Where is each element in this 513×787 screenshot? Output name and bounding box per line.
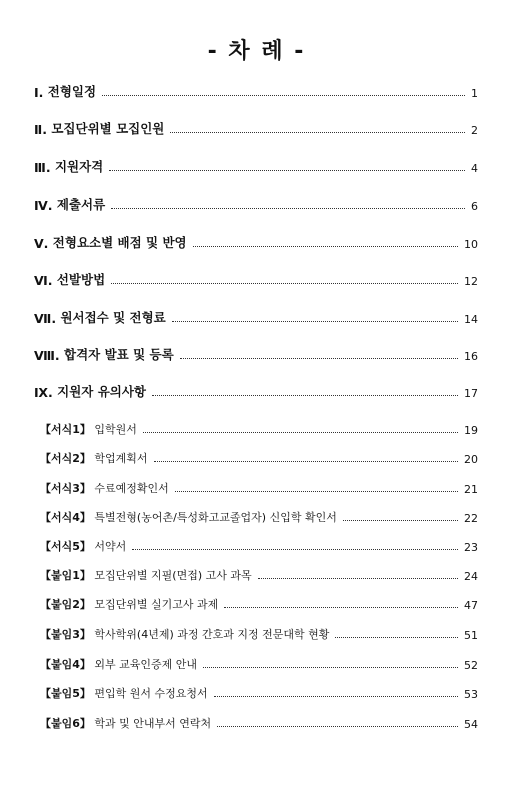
dot-leader [111, 207, 465, 209]
toc-main-item[interactable] [34, 343, 478, 363]
dot-leader [132, 548, 458, 550]
toc-main-item[interactable] [34, 193, 478, 213]
toc-item-page: 22 [464, 512, 478, 525]
dot-leader [217, 725, 458, 727]
toc-item-number: 【붙임5】 [40, 687, 91, 700]
toc-item-label: 모집단위별 실기고사 과제 [94, 598, 219, 611]
dot-leader [175, 490, 458, 492]
toc-item-label: 모집단위별 지필(면접) 고사 과목 [94, 569, 252, 582]
toc-item-page: 1 [471, 87, 478, 100]
toc-main-item[interactable] [34, 380, 478, 400]
toc-item-number: Ⅷ. [34, 348, 60, 363]
toc-item-label: 제출서류 [56, 197, 106, 212]
toc-item-label: 외부 교육인증제 안내 [94, 658, 198, 671]
dot-leader [335, 636, 458, 638]
toc-item-label: 서약서 [94, 540, 127, 553]
toc-item-number: Ⅵ. [34, 273, 53, 288]
toc-item-label: 전형요소별 배점 및 반영 [52, 235, 187, 250]
toc-item-page: 51 [464, 629, 478, 642]
toc-item-label: 모집단위별 모집인원 [51, 121, 165, 136]
toc-appendix-item[interactable] [40, 681, 478, 701]
toc-main-item[interactable] [34, 155, 478, 175]
toc-appendix-item[interactable] [40, 476, 478, 496]
toc-item-label: 합격자 발표 및 등록 [64, 347, 174, 362]
toc-item-page: 24 [464, 570, 478, 583]
toc-item-number: Ⅰ. [34, 85, 44, 100]
toc-item-number: 【붙임6】 [40, 717, 91, 730]
dot-leader [214, 695, 458, 697]
toc-item-number: 【붙임3】 [40, 628, 91, 641]
dot-leader [143, 431, 458, 433]
toc-item-page: 17 [464, 387, 478, 400]
toc-item-number: Ⅳ. [34, 198, 53, 213]
dot-leader [111, 282, 458, 284]
toc-item-page: 19 [464, 424, 478, 437]
dot-leader [203, 666, 458, 668]
toc-item-page: 54 [464, 718, 478, 731]
toc-item-page: 52 [464, 659, 478, 672]
toc-item-number: 【서식4】 [40, 511, 91, 524]
toc-item-label: 전형일정 [47, 84, 97, 99]
dot-leader [343, 519, 458, 521]
toc-item-page: 21 [464, 483, 478, 496]
toc-item-label: 특별전형(농어촌/특성화고교졸업자) 신입학 확인서 [94, 511, 337, 524]
toc-item-number: Ⅸ. [34, 385, 53, 400]
toc-item-label: 원서접수 및 전형료 [60, 310, 166, 325]
toc-item-page: 12 [464, 275, 478, 288]
toc-item-number: 【서식2】 [40, 452, 91, 465]
toc-item-number: 【서식3】 [40, 482, 91, 495]
toc-item-label: 선발방법 [56, 272, 106, 287]
toc-item-label: 지원자 유의사항 [57, 384, 147, 399]
toc-item-label: 지원자격 [54, 159, 104, 174]
toc-item-page: 4 [471, 162, 478, 175]
toc-appendix-item[interactable] [40, 711, 478, 731]
toc-main-item[interactable] [34, 80, 478, 100]
toc-item-page: 53 [464, 688, 478, 701]
toc-item-label: 학과 및 안내부서 연락처 [94, 717, 212, 730]
toc-item-number: Ⅲ. [34, 160, 51, 175]
toc-item-number: Ⅶ. [34, 311, 57, 326]
toc-item-label: 학업계획서 [94, 452, 148, 465]
toc-main-item[interactable] [34, 117, 478, 137]
toc-appendix-item[interactable] [40, 505, 478, 525]
dot-leader [172, 320, 458, 322]
toc-item-page: 23 [464, 541, 478, 554]
toc-item-page: 16 [464, 350, 478, 363]
toc-item-label: 입학원서 [94, 423, 137, 436]
toc-item-number: 【서식5】 [40, 540, 91, 553]
toc-item-page: 14 [464, 313, 478, 326]
dot-leader [224, 606, 458, 608]
toc-item-page: 47 [464, 599, 478, 612]
toc-appendix-item[interactable] [40, 534, 478, 554]
dot-leader [193, 245, 458, 247]
toc-item-number: 【붙임2】 [40, 598, 91, 611]
toc-item-number: 【서식1】 [40, 423, 91, 436]
toc-item-number: Ⅱ. [34, 122, 47, 137]
toc-appendix-item[interactable] [40, 417, 478, 437]
dot-leader [180, 357, 458, 359]
toc-main-item[interactable] [34, 306, 478, 326]
dot-leader [154, 460, 458, 462]
toc-main-item[interactable] [34, 268, 478, 288]
toc-item-page: 10 [464, 238, 478, 251]
toc-appendix-item[interactable] [40, 446, 478, 466]
dot-leader [170, 131, 465, 133]
toc-item-number: 【붙임1】 [40, 569, 91, 582]
toc-item-page: 6 [471, 200, 478, 213]
dot-leader [258, 577, 458, 579]
toc-item-page: 2 [471, 124, 478, 137]
toc-item-label: 편입학 원서 수정요청서 [94, 687, 208, 700]
dot-leader [152, 394, 458, 396]
toc-main-item[interactable] [34, 231, 478, 251]
toc-appendix-item[interactable] [40, 622, 478, 642]
toc-appendix-item[interactable] [40, 563, 478, 583]
dot-leader [102, 94, 465, 96]
toc-item-number: Ⅴ. [34, 236, 49, 251]
toc-appendix-item[interactable] [40, 652, 478, 672]
toc-appendix-item[interactable] [40, 592, 478, 612]
dot-leader [109, 169, 465, 171]
toc-item-page: 20 [464, 453, 478, 466]
page-title: - 차 례 - [207, 39, 306, 64]
toc-item-number: 【붙임4】 [40, 658, 91, 671]
toc-item-label: 학사학위(4년제) 과정 간호과 지정 전문대학 현황 [94, 628, 330, 641]
toc-item-label: 수료예정확인서 [94, 482, 169, 495]
